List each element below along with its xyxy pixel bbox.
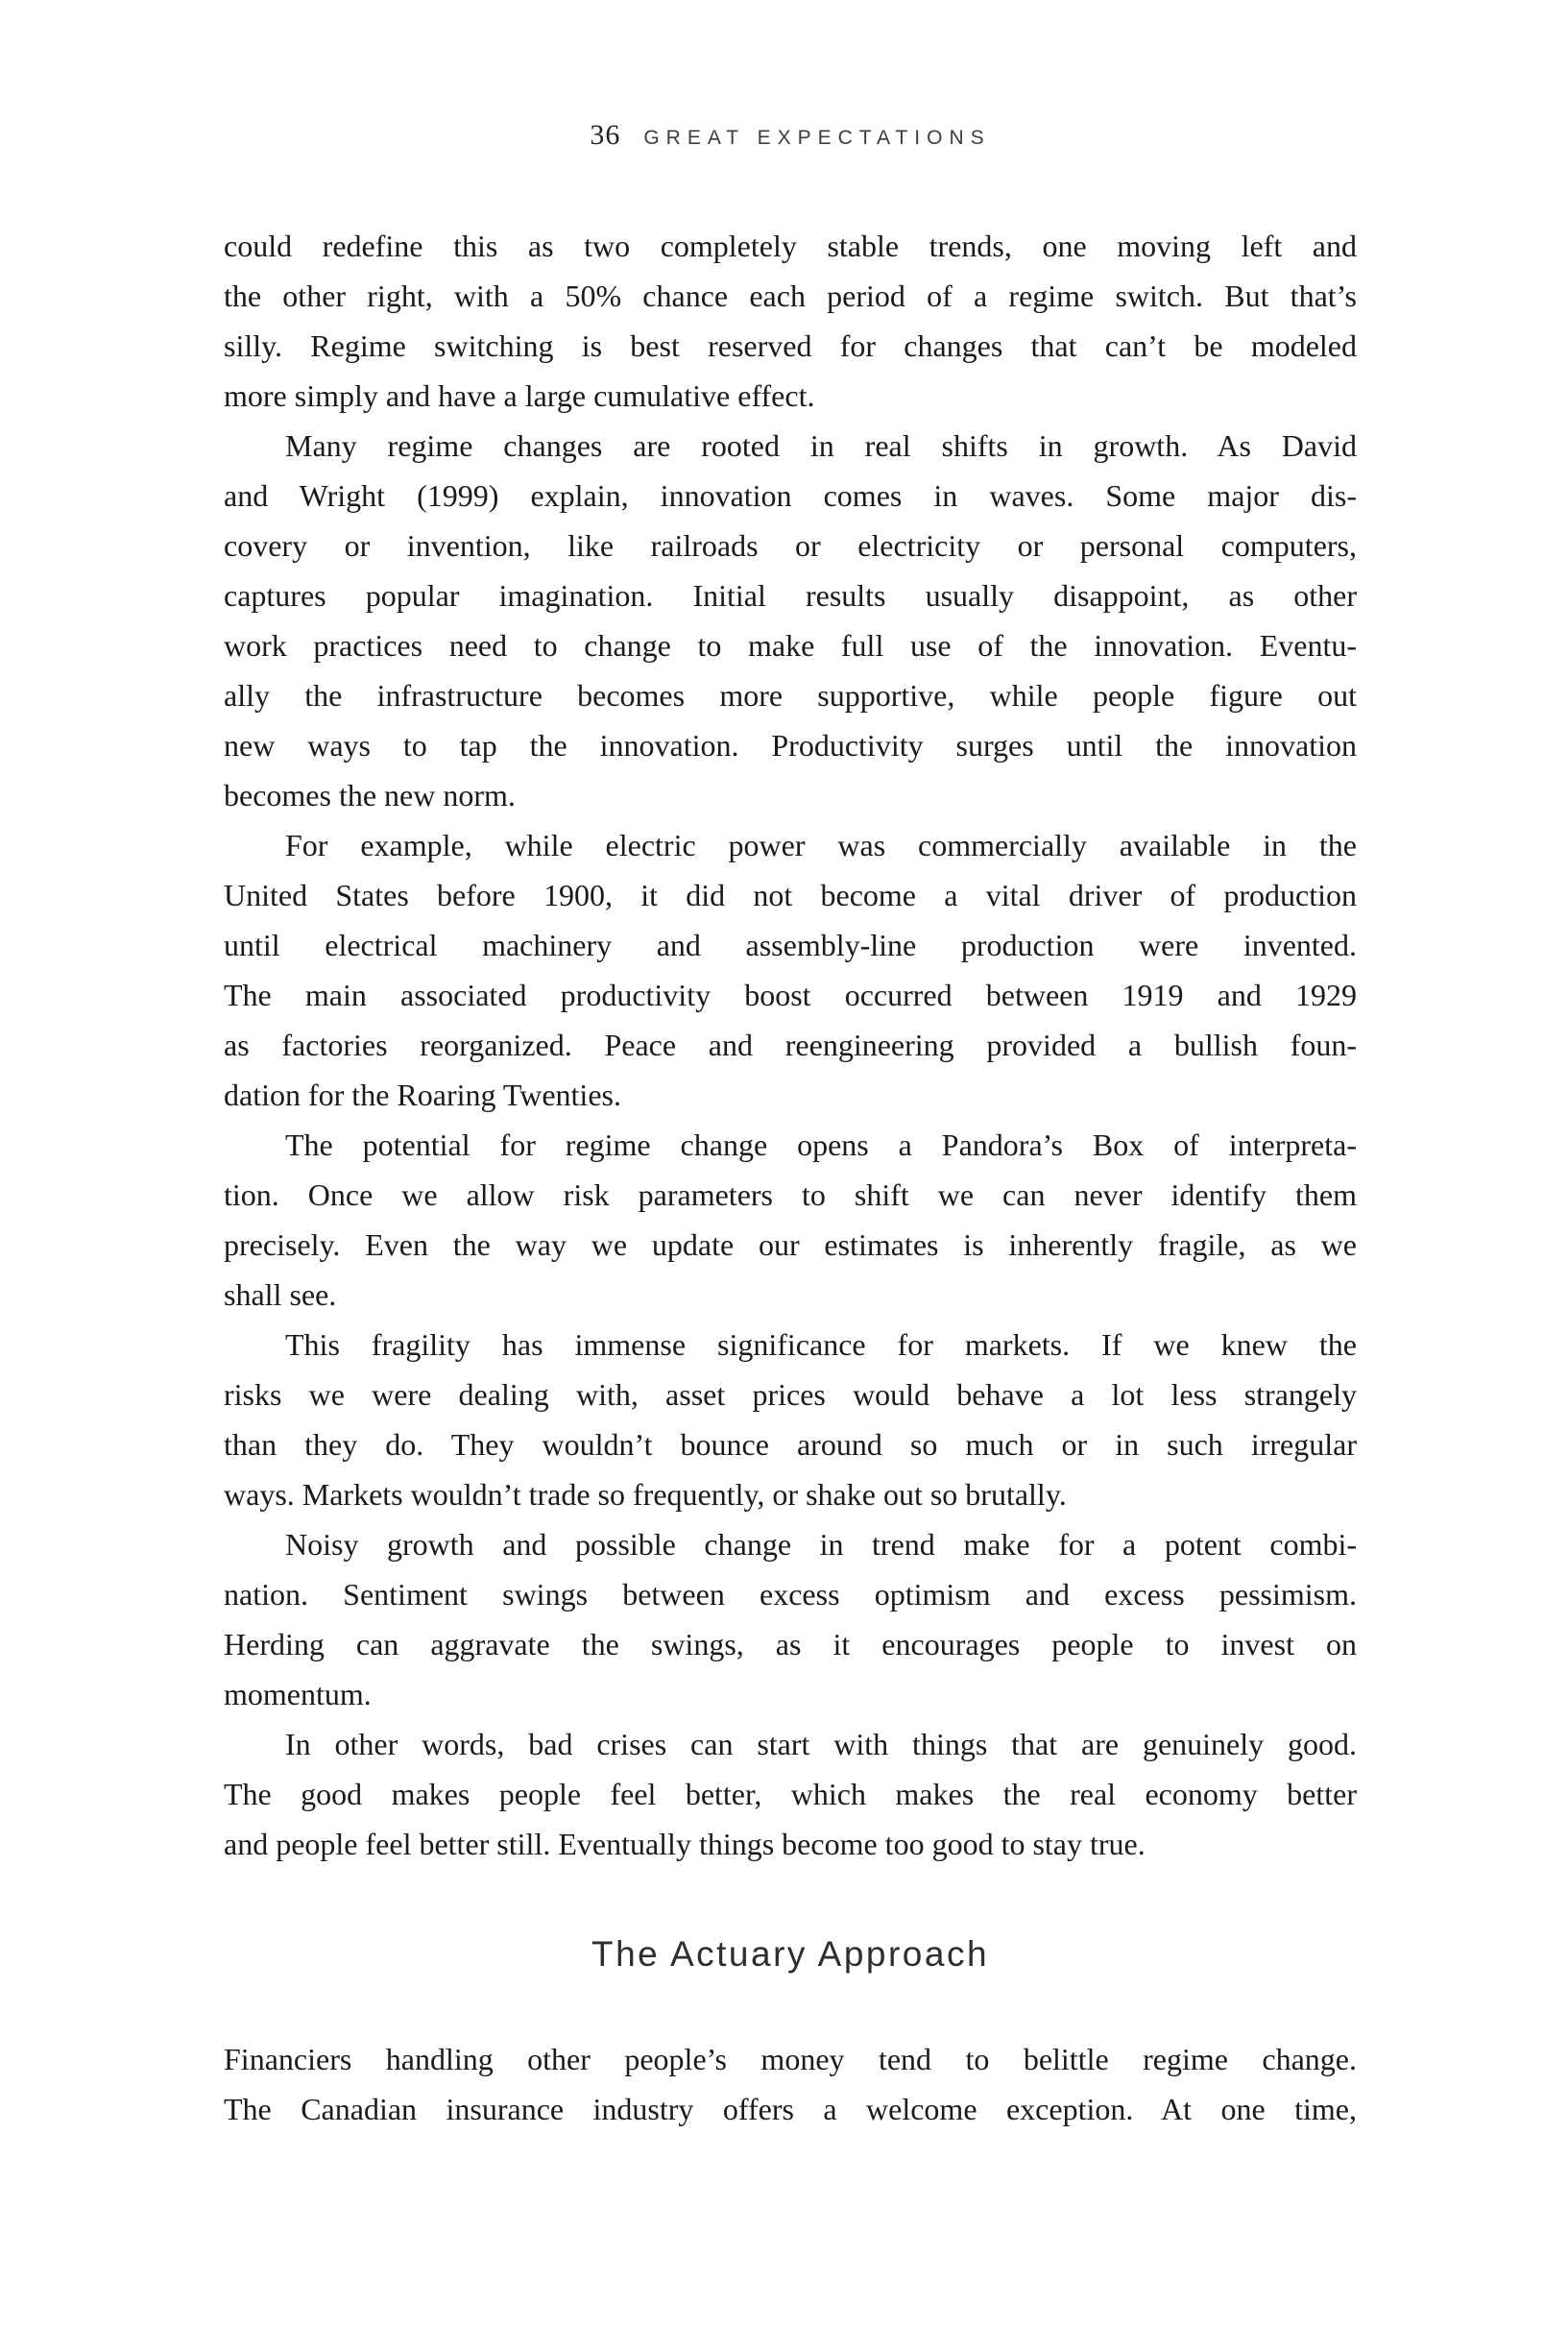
paragraph [224, 1719, 1357, 1869]
text-line: more simply and have a large cumulative effect. [224, 378, 815, 413]
text-line: The main associated productivity boost occurred between 1919 and 1929 [224, 978, 1357, 1012]
paragraph [224, 421, 1357, 820]
section-body-block [224, 2034, 1357, 2134]
paragraph [224, 820, 1357, 1120]
text-line: momentum. [224, 1677, 372, 1711]
text-line: than they do. They wouldn’t bounce around so much or in such irregular [224, 1427, 1357, 1462]
text-line: This fragility has immense significance for markets. If we knew the [285, 1327, 1357, 1362]
text-line: tion. Once we allow risk parameters to shift we can never identify them [224, 1177, 1357, 1212]
text-line: precisely. Even the way we update our estimates is inherently fragile, as we [224, 1227, 1357, 1262]
text-line: work practices need to change to make full use of the innovation. Eventu- [224, 628, 1357, 663]
text-line: United States before 1900, it did not become a vital driver of production [224, 878, 1357, 912]
text-line: could redefine this as two completely stable trends, one moving left and [224, 229, 1357, 263]
text-line: silly. Regime switching is best reserved for changes that can’t be modeled [224, 328, 1357, 363]
text-line: as factories reorganized. Peace and reengineering provided a bullish foun- [224, 1028, 1357, 1062]
text-line: captures popular imagination. Initial results usually disappoint, as other [224, 578, 1357, 613]
text-line: In other words, bad crises can start with things that are genuinely good. [285, 1727, 1357, 1761]
text-line: Many regime changes are rooted in real shifts in growth. As David [285, 428, 1357, 463]
text-line: Herding can aggravate the swings, as it encourages people to invest on [224, 1627, 1357, 1661]
paragraph [224, 2034, 1357, 2134]
text-line: The Canadian insurance industry offers a welcome exception. At one time, [224, 2092, 1357, 2126]
paragraph [224, 221, 1357, 421]
body-text-block [224, 221, 1357, 1869]
text-line: and Wright (1999) explain, innovation comes in waves. Some major dis- [224, 478, 1357, 513]
text-line: nation. Sentiment swings between excess optimism and excess pessimism. [224, 1577, 1357, 1612]
text-line: ally the infrastructure becomes more supportive, while people figure out [224, 678, 1357, 713]
section-heading: The Actuary Approach [591, 1934, 990, 1974]
text-line: dation for the Roaring Twenties. [224, 1078, 621, 1112]
paragraph [224, 1519, 1357, 1719]
text-line: The good makes people feel better, which makes the real economy better [224, 1777, 1357, 1811]
text-line: Financiers handling other people’s money tend to belittle regime change. [224, 2042, 1357, 2076]
text-line: becomes the new norm. [224, 778, 516, 812]
text-line: new ways to tap the innovation. Productivity surges until the innovation [224, 728, 1357, 763]
text-line: For example, while electric power was commercially available in the [285, 828, 1357, 862]
text-line: and people feel better still. Eventually things become too good to stay true. [224, 1827, 1146, 1861]
text-line: shall see. [224, 1277, 337, 1312]
text-line: until electrical machinery and assembly-line production were invented. [224, 928, 1357, 962]
page-number: 36 [590, 119, 621, 151]
running-head [224, 119, 1357, 159]
text-line: ways. Markets wouldn’t trade so frequently, or shake out so brutally. [224, 1477, 1067, 1512]
paragraph [224, 1320, 1357, 1519]
text-line: The potential for regime change opens a Pandora’s Box of interpreta- [285, 1128, 1357, 1162]
text-line: Noisy growth and possible change in trend make for a potent combi- [285, 1527, 1357, 1562]
text-line: the other right, with a 50% chance each period of a regime switch. But that’s [224, 279, 1357, 313]
paragraph [224, 1120, 1357, 1320]
running-title: GREAT EXPECTATIONS [643, 127, 991, 149]
text-line: covery or invention, like railroads or electricity or personal computers, [224, 528, 1357, 563]
text-line: risks we were dealing with, asset prices would behave a lot less strangely [224, 1377, 1357, 1412]
